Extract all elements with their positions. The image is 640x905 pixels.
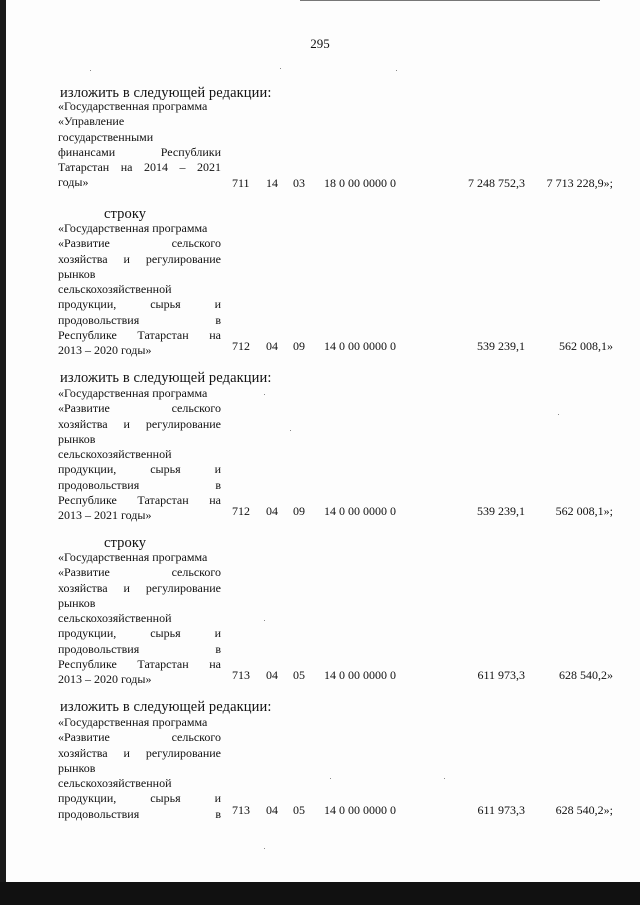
ministry-code: 712 (232, 339, 250, 353)
description-line: «Государственная программа (58, 99, 208, 113)
target-article-code: 18 0 00 0000 0 (324, 176, 396, 190)
subsection-code: 09 (293, 339, 305, 353)
ministry-code: 711 (232, 176, 250, 190)
description-line: продукции, сырья и (58, 791, 221, 806)
description-line: хозяйства и регулирование (58, 580, 221, 595)
description-line: хозяйства и регулирование (58, 745, 221, 760)
description-line: продовольствия в (58, 477, 221, 492)
program-description (58, 386, 221, 524)
scan-speck (90, 70, 91, 71)
description-line: продукции, сырья и (58, 297, 221, 312)
description-line: Республике Татарстан на (58, 657, 221, 672)
program-description (58, 99, 221, 191)
page-number: 295 (310, 36, 330, 51)
description-line: годы» (58, 175, 89, 190)
description-line: финансами Республики (58, 144, 221, 159)
scan-speck (264, 394, 265, 395)
description-line: хозяйства и регулирование (58, 251, 221, 266)
description-line: рынков (58, 760, 96, 775)
description-line: «Развитие сельского (58, 730, 221, 745)
program-description (58, 550, 221, 688)
block-heading: изложить в следующей редакции: (60, 85, 272, 101)
amount-year-2: 628 540,2»; (555, 803, 613, 817)
description-line: государственными (58, 129, 154, 144)
description-line: «Государственная программа (58, 715, 208, 729)
amount-year-1: 611 973,3 (477, 668, 525, 682)
description-line: рынков (58, 266, 96, 281)
scan-speck (330, 778, 331, 779)
scan-speck (264, 848, 265, 849)
amount-year-1: 539 239,1 (477, 339, 525, 353)
section-code: 04 (266, 668, 278, 682)
scan-bottom-edge (0, 882, 640, 905)
description-line: продукции, сырья и (58, 626, 221, 641)
description-line: продукции, сырья и (58, 462, 221, 477)
ministry-code: 713 (232, 803, 250, 817)
amount-year-2: 7 713 228,9»; (546, 176, 613, 190)
ministry-code: 713 (232, 668, 250, 682)
block-heading: строку (104, 535, 147, 551)
description-line: хозяйства и регулирование (58, 416, 221, 431)
description-line: «Развитие сельского (58, 236, 221, 251)
description-line: Татарстан на 2014 – 2021 (58, 160, 221, 175)
target-article-code: 14 0 00 0000 0 (324, 339, 396, 353)
description-line: «Государственная программа (58, 550, 208, 564)
description-line: сельскохозяйственной (58, 776, 172, 791)
amount-year-1: 611 973,3 (477, 803, 525, 817)
subsection-code: 03 (293, 176, 305, 190)
amount-year-2: 628 540,2» (559, 668, 613, 682)
description-line: продовольствия в (58, 806, 221, 821)
program-description (58, 715, 221, 822)
section-code: 04 (266, 803, 278, 817)
description-line: рынков (58, 431, 96, 446)
description-line: Республике Татарстан на (58, 328, 221, 343)
program-description (58, 221, 221, 359)
description-line: продовольствия в (58, 641, 221, 656)
amount-year-1: 539 239,1 (477, 504, 525, 518)
section-code: 14 (266, 176, 278, 190)
subsection-code: 05 (293, 803, 305, 817)
description-line: Республике Татарстан на (58, 493, 221, 508)
ministry-code: 712 (232, 504, 250, 518)
amount-year-2: 562 008,1» (559, 339, 613, 353)
scan-speck (280, 68, 281, 69)
scan-speck (558, 414, 559, 415)
target-article-code: 14 0 00 0000 0 (324, 504, 396, 518)
description-line: 2013 – 2020 годы» (58, 343, 152, 358)
description-line: рынков (58, 595, 96, 610)
description-line: продовольствия в (58, 312, 221, 327)
scan-speck (290, 430, 291, 431)
subsection-code: 09 (293, 504, 305, 518)
description-line: сельскохозяйственной (58, 447, 172, 462)
subsection-code: 05 (293, 668, 305, 682)
scan-speck (444, 778, 445, 779)
description-line: 2013 – 2020 годы» (58, 672, 152, 687)
scan-speck (264, 620, 265, 621)
scan-left-edge (0, 0, 6, 905)
section-code: 04 (266, 339, 278, 353)
block-heading: строку (104, 206, 147, 222)
scan-top-line (300, 0, 600, 1)
block-heading: изложить в следующей редакции: (60, 370, 272, 386)
description-line: «Развитие сельского (58, 401, 221, 416)
description-line: 2013 – 2021 годы» (58, 508, 152, 523)
target-article-code: 14 0 00 0000 0 (324, 803, 396, 817)
block-heading: изложить в следующей редакции: (60, 699, 272, 715)
description-line: сельскохозяйственной (58, 611, 172, 626)
amount-year-2: 562 008,1»; (555, 504, 613, 518)
description-line: «Государственная программа (58, 221, 208, 235)
description-line: сельскохозяйственной (58, 282, 172, 297)
scan-speck (396, 70, 397, 71)
target-article-code: 14 0 00 0000 0 (324, 668, 396, 682)
description-line: «Управление (58, 114, 125, 129)
description-line: «Развитие сельского (58, 565, 221, 580)
amount-year-1: 7 248 752,3 (468, 176, 525, 190)
description-line: «Государственная программа (58, 386, 208, 400)
section-code: 04 (266, 504, 278, 518)
